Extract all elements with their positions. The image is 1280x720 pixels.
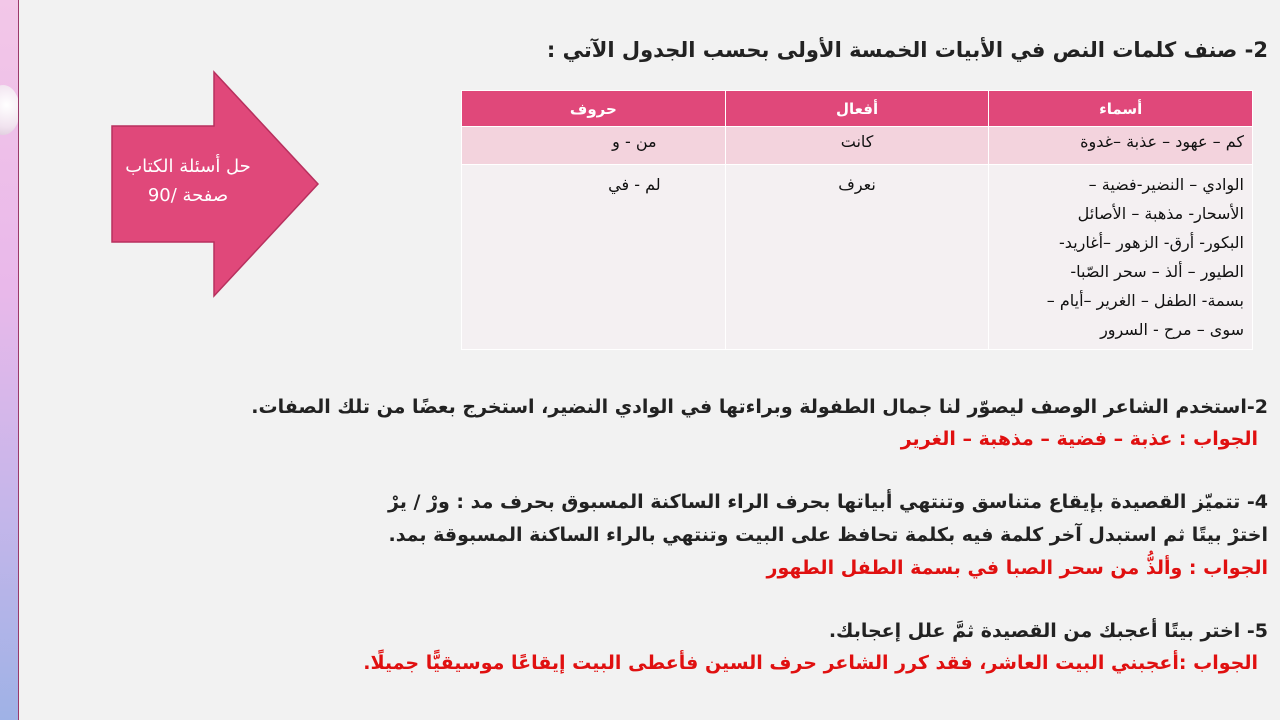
question-5-answer: الجواب :أعجبني البيت العاشر، فقد كرر الشاعر حرف السين فأعطى البيت إيقاعًا موسيقيًّا جميلًا.: [363, 652, 1258, 674]
header-verbs: أفعال: [725, 91, 989, 127]
noun-line: الوادي – النضير-فضية –: [1088, 175, 1244, 194]
cell-verbs: كانت: [725, 127, 989, 165]
cell-verbs: نعرف: [725, 165, 989, 350]
noun-line: بسمة- الطفل – الغرير –أيام –: [1046, 291, 1244, 310]
header-particles: حروف: [462, 91, 726, 127]
cell-nouns: [989, 165, 1253, 350]
noun-line: الأسحار- مذهبة – الأصائل: [1077, 204, 1244, 223]
question-5-text: 5- اختر بيتًا أعجبك من القصيدة ثمَّ علل إعجابك.: [828, 620, 1268, 642]
question-2-title: 2- صنف كلمات النص في الأبيات الخمسة الأولى بحسب الجدول الآتي :: [546, 38, 1268, 62]
question-4-line-2: اخترْ بيتًا ثم استبدل آخر كلمة فيه بكلمة تحافظ على البيت وتنتهي بالراء الساكنة المسبوقة بمد.: [388, 524, 1268, 546]
header-nouns: أسماء: [989, 91, 1253, 127]
arrow-line-1: حل أسئلة الكتاب: [125, 156, 251, 177]
cell-particles: من - و: [462, 127, 726, 165]
cell-nouns: كم – عهود – عذبة –غدوة: [989, 127, 1253, 165]
arrow-line-2: صفحة /90: [147, 185, 229, 206]
question-3-answer: الجواب : عذبة – فضية – مذهبة – الغرير: [900, 428, 1258, 450]
word-classification-table: [461, 90, 1253, 350]
arrow-callout-text: [118, 152, 258, 210]
question-4-answer: الجواب : وألذُّ من سحر الصبا في بسمة الطفل الطهور: [766, 557, 1268, 579]
cell-particles: لم - في: [462, 165, 726, 350]
table-header-row: [462, 91, 1253, 127]
question-3-text: 2-استخدم الشاعر الوصف ليصوّر لنا جمال الطفولة وبراءتها في الوادي النضير، استخرج بعضًا من تلك الصفات.: [251, 396, 1268, 418]
question-4-line-1: 4- تتميّز القصيدة بإيقاع متناسق وتنتهي أبياتها بحرف الراء الساكنة المسبوق بحرف مد : ورْ / يرْ: [387, 491, 1268, 513]
table-row: [462, 165, 1253, 350]
table-row: [462, 127, 1253, 165]
noun-line: سوى – مرح - السرور: [1100, 320, 1244, 339]
noun-line: الطيور – ألذ – سحر الصّبا-: [1070, 262, 1244, 281]
noun-line: البكور- أرق- الزهور –أغاريد-: [1059, 233, 1244, 252]
